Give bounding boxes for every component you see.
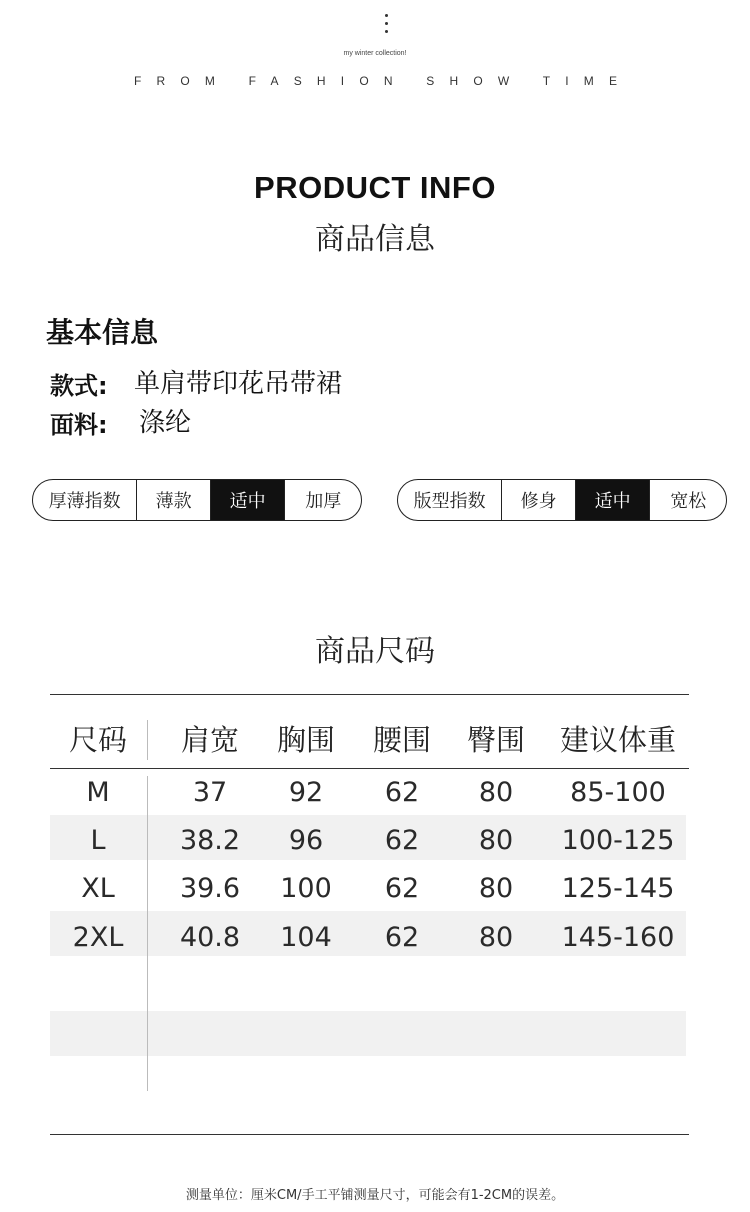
- cell-shoulder: 38.2: [179, 824, 241, 856]
- cell-hip: 80: [478, 776, 514, 808]
- header-chest: 胸围: [276, 722, 335, 757]
- page-title-en: PRODUCT INFO: [254, 170, 496, 205]
- table-header-row: [50, 714, 689, 762]
- cell-shoulder: 37: [192, 776, 228, 808]
- size-chart-title: 商品尺码: [315, 634, 435, 669]
- cell-size: M: [86, 776, 110, 808]
- style-label: 款式:: [50, 372, 108, 400]
- cell-weight: 85-100: [570, 776, 666, 808]
- cell-size: L: [90, 824, 106, 856]
- cell-shoulder: 40.8: [179, 921, 241, 953]
- cell-weight: 125-145: [561, 872, 675, 904]
- cell-chest: 92: [288, 776, 324, 808]
- more-dots-icon: [385, 14, 389, 38]
- cell-chest: 104: [280, 921, 332, 953]
- fit-index-selector: [397, 479, 727, 521]
- header-hip: 臀围: [466, 722, 525, 757]
- table-bottom-divider: [50, 1134, 689, 1135]
- header-waist: 腰围: [372, 722, 431, 757]
- cell-waist: 62: [384, 776, 420, 808]
- thickness-option-thick[interactable]: 加厚: [284, 480, 361, 520]
- measurement-note: 测量单位：厘米CM/手工平铺测量尺寸，可能会有1-2CM的误差。: [185, 1188, 565, 1203]
- fashion-show-line: FROM FASHION SHOW TIME: [134, 74, 633, 88]
- header-weight: 建议体重: [559, 722, 676, 757]
- cell-hip: 80: [478, 921, 514, 953]
- material-label: 面料:: [50, 411, 108, 439]
- cell-chest: 100: [280, 872, 332, 904]
- table-row: [50, 816, 689, 864]
- row-stripe: [50, 1011, 686, 1056]
- material-value: 涤纶: [139, 408, 192, 438]
- cell-weight: 100-125: [561, 824, 675, 856]
- cell-hip: 80: [478, 872, 514, 904]
- cell-waist: 62: [384, 921, 420, 953]
- table-top-divider: [50, 694, 689, 695]
- fit-option-regular[interactable]: 适中: [575, 480, 650, 520]
- thickness-index-selector: [32, 479, 362, 521]
- header-divider: [147, 720, 148, 760]
- cell-size: 2XL: [72, 921, 124, 953]
- header-shoulder: 肩宽: [180, 722, 239, 757]
- thickness-index-label: 厚薄指数: [48, 491, 121, 512]
- header-size: 尺码: [68, 722, 127, 757]
- thickness-option-medium[interactable]: 适中: [210, 480, 285, 520]
- cell-weight: 145-160: [561, 921, 675, 953]
- cell-hip: 80: [478, 824, 514, 856]
- cell-waist: 62: [384, 872, 420, 904]
- cell-shoulder: 39.6: [179, 872, 241, 904]
- table-row: [50, 864, 689, 912]
- cell-size: XL: [81, 872, 115, 904]
- cell-waist: 62: [384, 824, 420, 856]
- cell-chest: 96: [288, 824, 324, 856]
- style-value: 单肩带印花吊带裙: [134, 369, 343, 399]
- table-row: [50, 913, 689, 961]
- basic-info-heading: 基本信息: [46, 316, 159, 349]
- fit-option-slim[interactable]: 修身: [501, 480, 575, 520]
- fit-index-label: 版型指数: [413, 491, 486, 512]
- fit-option-loose[interactable]: 宽松: [649, 480, 726, 520]
- table-row: [50, 768, 689, 816]
- page-title-cn: 商品信息: [315, 222, 435, 257]
- thickness-option-thin[interactable]: 薄款: [136, 480, 210, 520]
- tagline: my winter collection!: [343, 50, 407, 57]
